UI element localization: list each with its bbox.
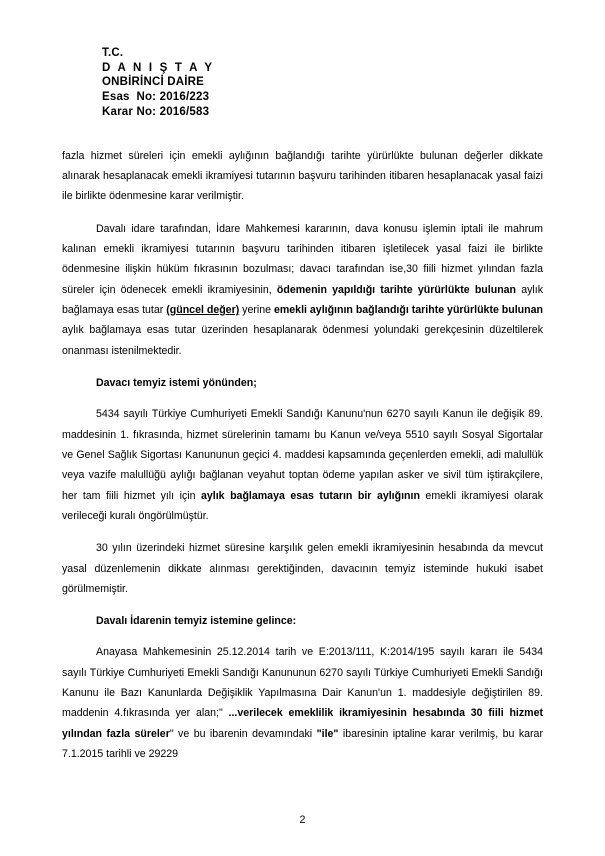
paragraph-2-text-e: aylık bağlamaya esas tutar üzerinden hesaplanarak ödenmesi yolundaki gerekçesinin düzeltilerek onanması istenilmektedir. [62,324,543,357]
document-body [62,146,543,765]
paragraph-2-bold-3: emekli aylığının bağlandığı tarihte yürürlükte bulunan [273,303,543,316]
paragraph-1-text: fazla hizmet süreleri için emekli aylığının bağlandığı tarihte yürürlükte bulunan değerler dikkate alınarak hesaplanacak emekli ikramiyesi tutarının başvuru tarihinden itibaren hesaplanacak yasal faizi ile birlikte ödenmesine karar verilmiştir. [62,149,543,203]
paragraph-6-heading [62,611,543,631]
header-line-tc: T.C. [102,47,124,59]
court-header [102,46,543,120]
paragraph-2 [62,219,543,361]
paragraph-7 [62,642,543,764]
paragraph-7-bold-quote: ...verilecek emeklilik ikramiyesinin hesabında 30 fiili hizmet yılından fazla süreler [62,707,544,740]
paragraph-2-bold-1: ödemenin yapıldığı tarihte yürürlükte bulunan [276,283,517,296]
paragraph-1 [62,146,543,207]
header-line-esas-no: Esas No: 2016/223 [102,91,210,104]
header-line-chamber: ONBİRİNCİ DAİRE [102,76,205,89]
header-line-karar-no: Karar No: 2016/583 [102,105,210,118]
paragraph-3-heading [62,373,543,393]
paragraph-5 [62,538,543,599]
paragraph-7-text-e: ibaresinin iptaline karar verilmiş, bu karar 7.1.2015 tarihli ve 29229 [62,727,543,761]
paragraph-7-text-c: " ve bu ibarenin devamındaki [169,727,317,740]
paragraph-6-text: Davalı İdarenin temyiz istemine gelince: [96,615,297,628]
paragraph-7-bold-ile: "ile" [316,727,339,740]
paragraph-4 [62,404,543,526]
paragraph-7-text-a: Anayasa Mahkemesinin 25.12.2014 tarih ve E:2013/111, K:2014/195 sayılı kararı ile 5434 sayılı Türkiye Cumhuriyeti Emekli Sandığı Kanununun 6270 sayılı Türkiye Cumhuriyeti Emekli Sandığı Kanunu ile Bazı Kanunlarda Değişiklik Yapılmasına Dair Kanun'un 1. maddesiyle değiştirilen 89. maddenin 4.fıkrasında yer alan;" [62,646,543,720]
paragraph-2-text-c: aylık bağlamaya esas tutar [62,283,543,316]
paragraph-4-bold: aylık bağlamaya esas tutarın bir aylığının [201,489,420,502]
paragraph-5-text: 30 yılın üzerindeki hizmet süresine karşılık gelen emekli ikramiyesinin hesabında da mevcut yasal düzenlemenin dikkate alınması gerektiğinden, davacının temyiz isteminde hukuki isabet görülmemiştir. [62,542,543,595]
paragraph-4-text-a: 5434 sayılı Türkiye Cumhuriyeti Emekli Sandığı Kanunu'nun 6270 sayılı Kanun ile değişik 89. maddesinin 1. fıkrasında, hizmet sürelerinin tamamı bu Kanun ve/veya 5510 sayılı Sosyal Sigortalar ve Genel Sağlık Sigortası Kanununun geçici 4. maddesi kapsamında geçenlerden emekli, adi malullük veya vazife malullüğü aylığı bağlanan veyahut toptan ödeme yapılan asker ve sivil tüm iştirakçilere, her tam fiili hizmet yılı için [62,408,543,502]
paragraph-2-text-d: yerine [239,303,274,316]
paragraph-3-text: Davacı temyiz istemi yönünden; [96,376,257,389]
paragraph-2-bold-underline: (güncel değer) [166,303,240,316]
paragraph-4-text-c: emekli ikramiyesi olarak verileceği kuralı öngörülmüştür. [62,489,543,522]
page-number: 2 [299,814,306,826]
header-line-danistay: D A N I Ş T A Y [102,61,215,74]
paragraph-2-text-a: Davalı idare tarafından, İdare Mahkemesi kararının, dava konusu işlemin iptali ile mahrum kalınan emekli ikramiyesi tutarının başvuru tarihinden itibaren işletilecek yasal faizi ile birlikte ödenmesine ilişkin hüküm fıkrasının bozulması; davacı tarafından ise,30 fiili hizmet yılından fazla süreler için ödenecek emekli ikramiyesinin, [62,222,543,296]
